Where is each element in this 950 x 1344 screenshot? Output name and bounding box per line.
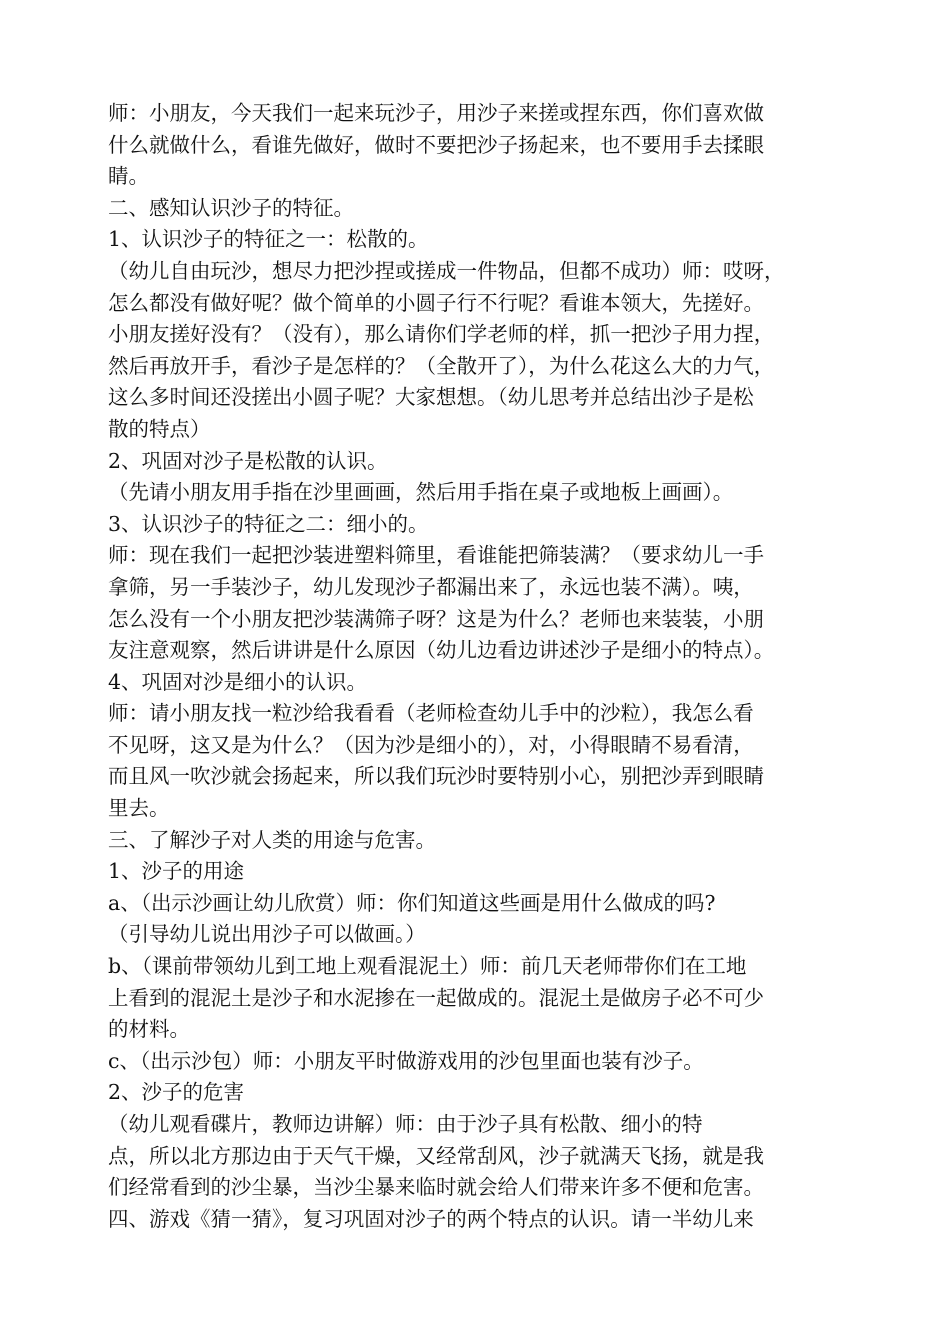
text-line: 这么多时间还没搓出小圆子呢？大家想想。（幼儿思考并总结出沙子是松	[108, 385, 754, 410]
text-line: （幼儿观看碟片，教师边讲解）师：由于沙子具有松散、细小的特	[108, 1112, 703, 1136]
document-body	[108, 98, 868, 1235]
text-line: 友注意观察，然后讲讲是什么原因（幼儿边看边讲述沙子是细小的特点）。	[108, 638, 775, 663]
text-line: 师：请小朋友找一粒沙给我看看（老师检查幼儿手中的沙粒），我怎么看	[108, 701, 754, 726]
text-line: 睛。	[108, 164, 149, 189]
section-heading: 二、感知认识沙子的特征。	[108, 195, 354, 220]
subsection-heading: 2、沙子的危害	[108, 1080, 245, 1105]
subsection-heading: 4、巩固对沙是细小的认识。	[108, 669, 368, 694]
subsection-heading: 1、认识沙子的特征之一：松散的。	[108, 227, 429, 252]
section-heading: 三、了解沙子对人类的用途与危害。	[108, 827, 436, 852]
text-line: 怎么都没有做好呢？做个简单的小圆子行不行呢？看谁本领大，先搓好。	[108, 290, 764, 315]
subsection-heading: 2、巩固对沙子是松散的认识。	[108, 448, 388, 473]
text-line: 拿筛，另一手装沙子，幼儿发现沙子都漏出来了，永远也装不满）。咦，	[108, 574, 754, 599]
text-line: 怎么没有一个小朋友把沙装满筛子呀？这是为什么？老师也来装装，小朋	[108, 606, 764, 631]
subsection-heading: 1、沙子的用途	[108, 859, 245, 884]
text-line: （引导幼儿说出用沙子可以做画。）	[108, 922, 426, 947]
text-line: 师：小朋友，今天我们一起来玩沙子，用沙子来搓或捏东西，你们喜欢做	[108, 101, 764, 125]
text-line: 散的特点）	[108, 416, 211, 441]
text-line: （幼儿自由玩沙，想尽力把沙捏或搓成一件物品，但都不成功）师：哎呀，	[108, 258, 785, 283]
text-line: 小朋友搓好没有？（没有），那么请你们学老师的样，抓一把沙子用力捏，	[108, 322, 775, 347]
subsection-heading: 3、认识沙子的特征之二：细小的。	[108, 511, 429, 536]
text-line: 然后再放开手，看沙子是怎样的？（全散开了），为什么花这么大的力气，	[108, 353, 775, 378]
text-line: （先请小朋友用手指在沙里画画，然后用手指在桌子或地板上画画）。	[108, 480, 734, 505]
section-heading: 四、游戏《猜一猜》，复习巩固对沙子的两个特点的认识。请一半幼儿来	[108, 1206, 754, 1231]
text-line: 而且风一吹沙就会扬起来，所以我们玩沙时要特别小心，别把沙弄到眼睛	[108, 764, 764, 789]
text-line: a、（出示沙画让幼儿欣赏）师：你们知道这些画是用什么做成的吗?	[108, 890, 716, 915]
text-line: 师：现在我们一起把沙装进塑料筛里，看谁能把筛装满？（要求幼儿一手	[108, 543, 764, 568]
text-line: 点，所以北方那边由于天气干燥，又经常刮风，沙子就满天飞扬，就是我	[108, 1143, 764, 1168]
text-line: 上看到的混泥土是沙子和水泥掺在一起做成的。混泥土是做房子必不可少	[108, 985, 764, 1010]
text-line: 什么就做什么，看谁先做好，做时不要把沙子扬起来，也不要用手去揉眼	[108, 132, 764, 157]
text-line: 里去。	[108, 796, 170, 821]
text-line: b、（课前带领幼儿到工地上观看混泥土）师：前几天老师带你们在工地	[108, 954, 747, 979]
text-line: 们经常看到的沙尘暴，当沙尘暴来临时就会给人们带来许多不便和危害。	[108, 1175, 764, 1200]
text-line: 不见呀，这又是为什么？（因为沙是细小的），对，小得眼睛不易看清，	[108, 732, 754, 757]
text-line: c、（出示沙包）师：小朋友平时做游戏用的沙包里面也装有沙子。	[108, 1048, 704, 1073]
text-line: 的材料。	[108, 1017, 190, 1042]
